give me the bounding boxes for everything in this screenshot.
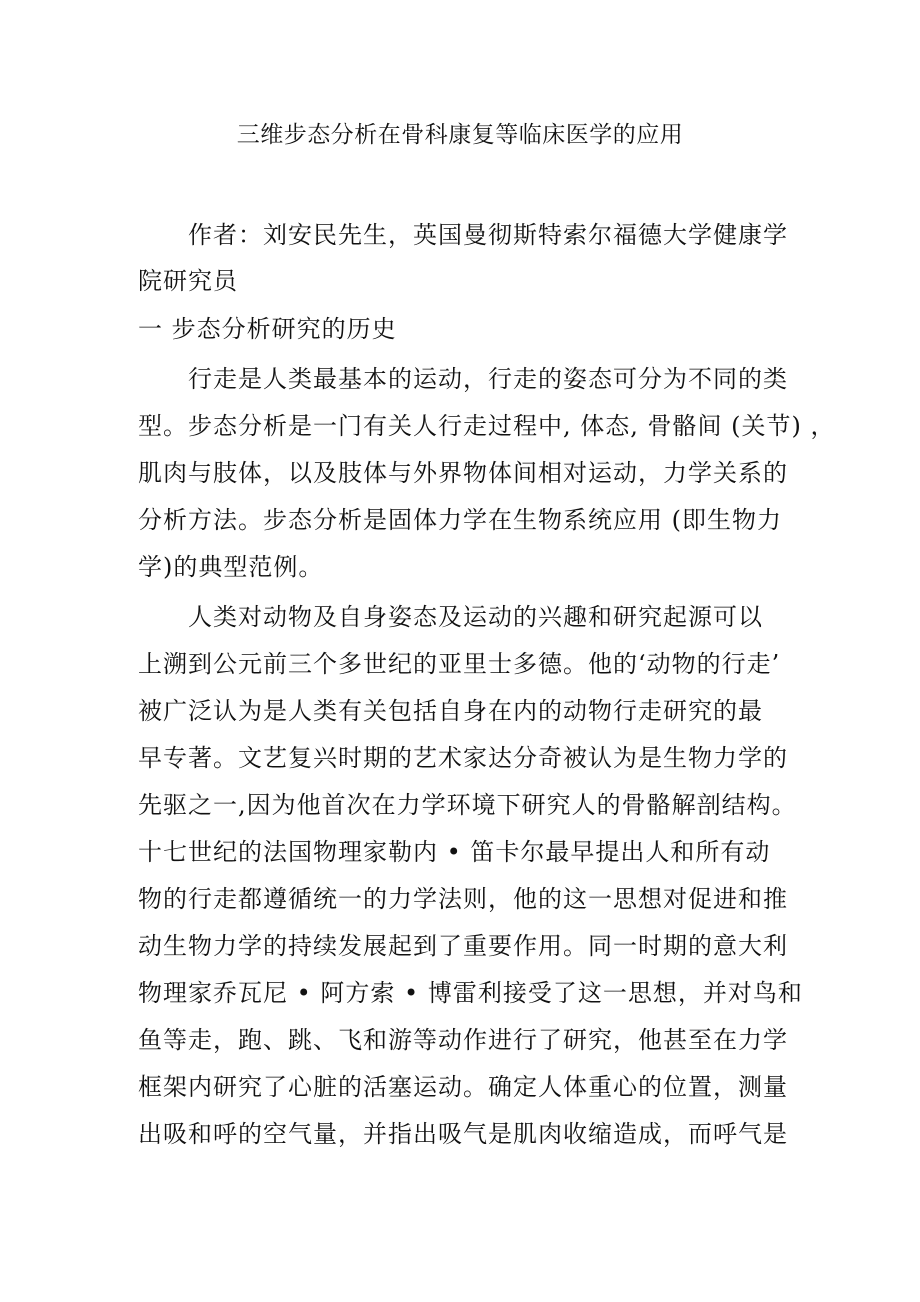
paragraph-line: 上溯到公元前三个多世纪的亚里士多德。他的‘动物的行走’ (138, 650, 781, 678)
paragraph-line: 鱼等走，跑、跳、飞和游等动作进行了研究，他甚至在力学 (138, 1026, 788, 1054)
paragraph-line: 肌肉与肢体，以及肢体与外界物体间相对运动，力学关系的 (138, 459, 788, 487)
paragraph-line: 型。步态分析是一门有关人行走过程中, 体态, 骨骼间 (关节) ， (138, 412, 836, 440)
paragraph-line: 框架内研究了心脏的活塞运动。确定人体重心的位置，测量 (138, 1073, 788, 1101)
paragraph-line: 物的行走都遵循统一的力学法则，他的这一思想对促进和推 (138, 885, 788, 913)
paragraph-line: 行走是人类最基本的运动，行走的姿态可分为不同的类 (188, 365, 788, 393)
paragraph-line: 分析方法。步态分析是固体力学在生物系统应用 (即生物力 (138, 506, 782, 534)
paragraph-line: 物理家乔瓦尼 • 阿方索 • 博雷利接受了这一思想，并对鸟和 (138, 979, 803, 1007)
paragraph-line: 出吸和呼的空气量，并指出吸气是肌肉收缩造成，而呼气是 (138, 1120, 788, 1148)
paragraph-line: 早专著。文艺复兴时期的艺术家达分奇被认为是生物力学的 (138, 744, 788, 772)
paragraph-line: 人类对动物及自身姿态及运动的兴趣和研究起源可以 (188, 603, 763, 631)
paragraph-line: 被广泛认为是人类有关包括自身在内的动物行走研究的最 (138, 697, 763, 725)
section-heading: 一 步态分析研究的历史 (138, 315, 397, 343)
author-line: 作者：刘安民先生，英国曼彻斯特索尔福德大学健康学 (188, 221, 788, 249)
paragraph-line: 先驱之一,因为他首次在力学环境下研究人的骨骼解剖结构。 (138, 791, 797, 819)
paragraph-line: 学)的典型范例。 (138, 553, 324, 581)
document-title: 三维步态分析在骨科康复等临床医学的应用 (236, 122, 684, 148)
paragraph-line: 十七世纪的法国物理家勒内 • 笛卡尔最早提出人和所有动 (138, 838, 771, 866)
author-line: 院研究员 (138, 267, 238, 295)
paragraph-line: 动生物力学的持续发展起到了重要作用。同一时期的意大利 (138, 932, 788, 960)
